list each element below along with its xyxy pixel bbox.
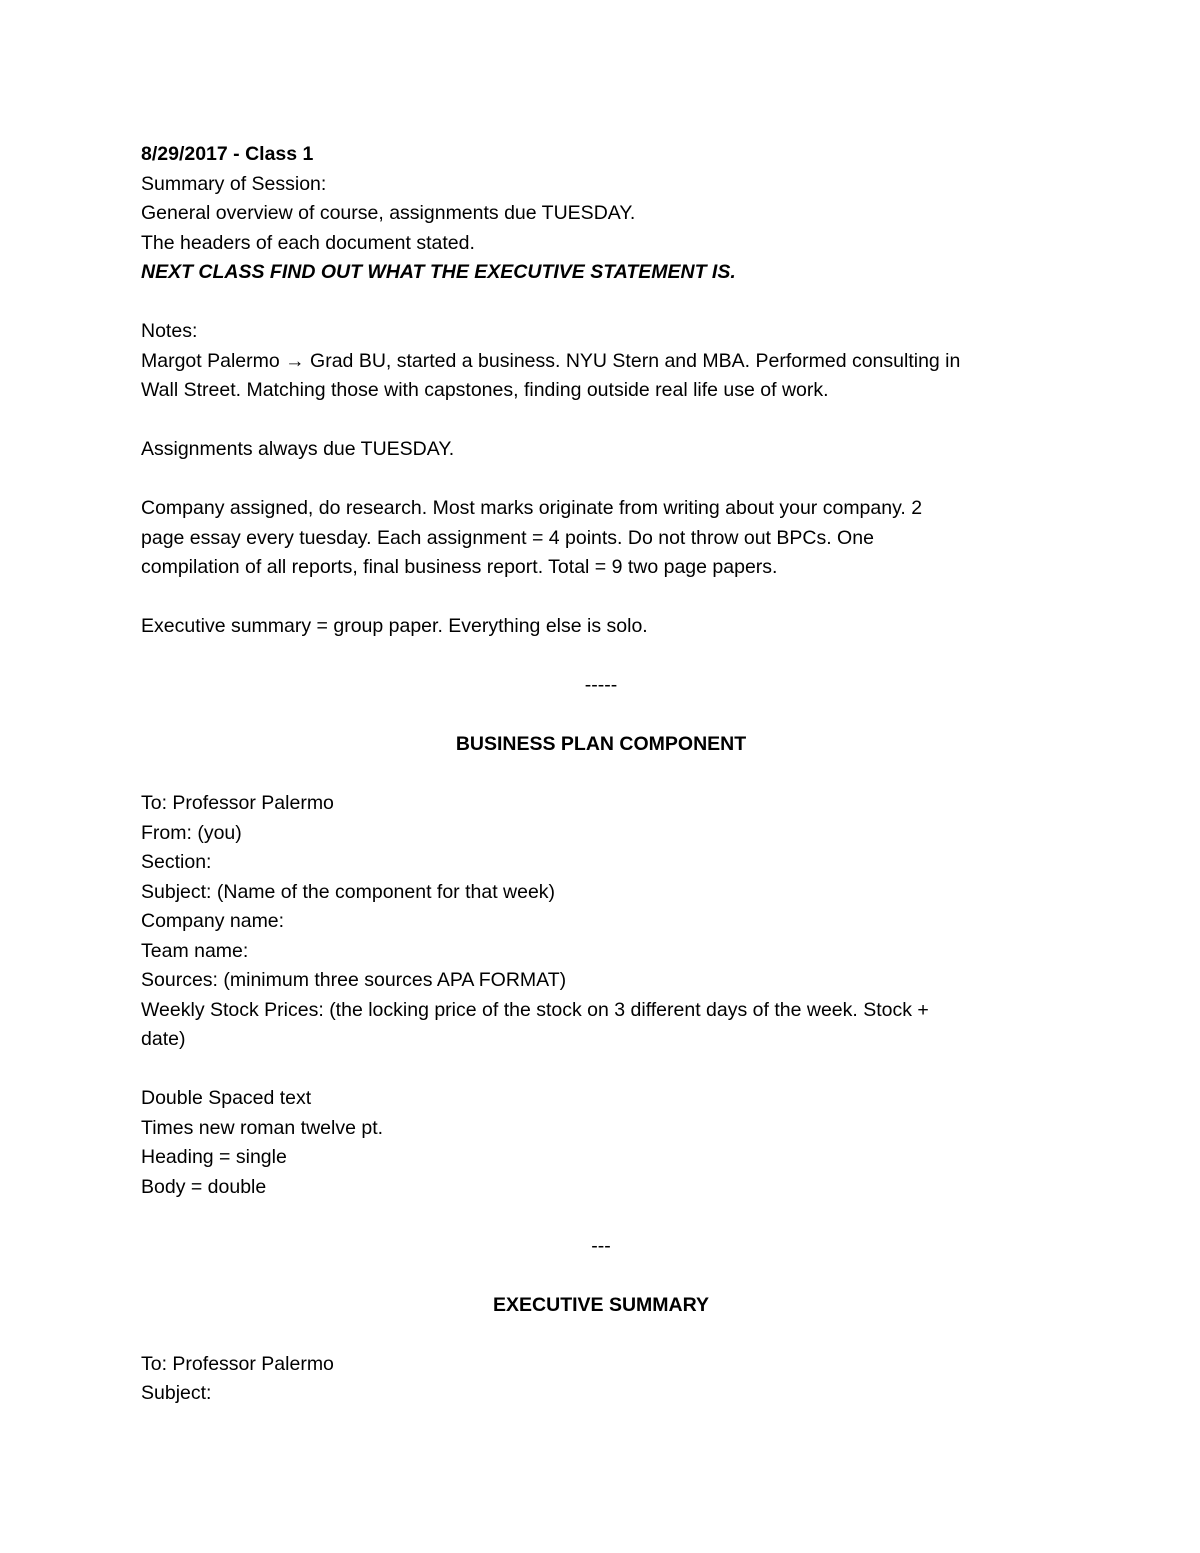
notes-paragraph-1-line-2: Wall Street. Matching those with capstones, finding outside real life use of work.	[141, 379, 829, 401]
notes-paragraph-3-line-3: compilation of all reports, final business report. Total = 9 two page papers.	[141, 556, 778, 578]
notes-paragraph-2: Assignments always due TUESDAY.	[141, 438, 455, 460]
es-to: To: Professor Palermo	[141, 1352, 334, 1375]
class-heading: 8/29/2017 - Class 1	[141, 143, 314, 165]
bp-stock-line-2: date)	[141, 1028, 186, 1050]
document-page	[141, 140, 1061, 1409]
spacer	[141, 406, 1061, 436]
spacer	[141, 1202, 1061, 1232]
notes-paragraph-3-line-1: Company assigned, do research. Most marks originate from writing about your company. 2	[141, 497, 923, 519]
bp-team: Team name:	[141, 939, 249, 962]
spacer	[141, 288, 1061, 318]
spacer	[141, 701, 1061, 731]
spacer	[141, 583, 1061, 613]
business-plan-title: BUSINESS PLAN COMPONENT	[455, 733, 747, 755]
bp-from: From: (you)	[141, 821, 242, 844]
spacer	[141, 1261, 1061, 1291]
bp-format-2: Times new roman twelve pt.	[141, 1116, 384, 1139]
section-divider: ---	[591, 1234, 611, 1257]
bp-format-3: Heading = single	[141, 1146, 287, 1168]
bp-to: To: Professor Palermo	[141, 792, 334, 814]
notes-paragraph-3-line-2: page essay every tuesday. Each assignment = 4 points. Do not throw out BPCs. One	[141, 526, 874, 549]
bp-format-4: Body = double	[141, 1175, 267, 1198]
section-divider: -----	[584, 674, 618, 696]
bp-stock-line-1: Weekly Stock Prices: (the locking price of the stock on 3 different days of the week. Stock +	[141, 998, 929, 1021]
summary-label: Summary of Session:	[141, 172, 327, 195]
spacer	[141, 760, 1061, 790]
bp-sources: Sources: (minimum three sources APA FORMAT)	[141, 969, 567, 991]
bp-format-1: Double Spaced text	[141, 1087, 312, 1109]
spacer	[141, 465, 1061, 495]
bp-section: Section:	[141, 851, 212, 873]
es-subject: Subject:	[141, 1382, 212, 1404]
bp-subject: Subject: (Name of the component for that week)	[141, 880, 556, 903]
notes-label: Notes:	[141, 320, 198, 342]
executive-summary-title: EXECUTIVE SUMMARY	[493, 1293, 709, 1316]
spacer	[141, 1320, 1061, 1350]
notes-paragraph-1-line-1: Margot Palermo → Grad BU, started a business. NYU Stern and MBA. Performed consulting in	[141, 349, 961, 372]
spacer	[141, 642, 1061, 672]
bp-company: Company name:	[141, 910, 285, 932]
notes-paragraph-4: Executive summary = group paper. Everything else is solo.	[141, 615, 648, 637]
summary-emphasis: NEXT CLASS FIND OUT WHAT THE EXECUTIVE STATEMENT IS.	[141, 261, 736, 283]
summary-line-1: General overview of course, assignments due TUESDAY.	[141, 202, 636, 224]
spacer	[141, 1055, 1061, 1085]
summary-line-2: The headers of each document stated.	[141, 231, 475, 254]
